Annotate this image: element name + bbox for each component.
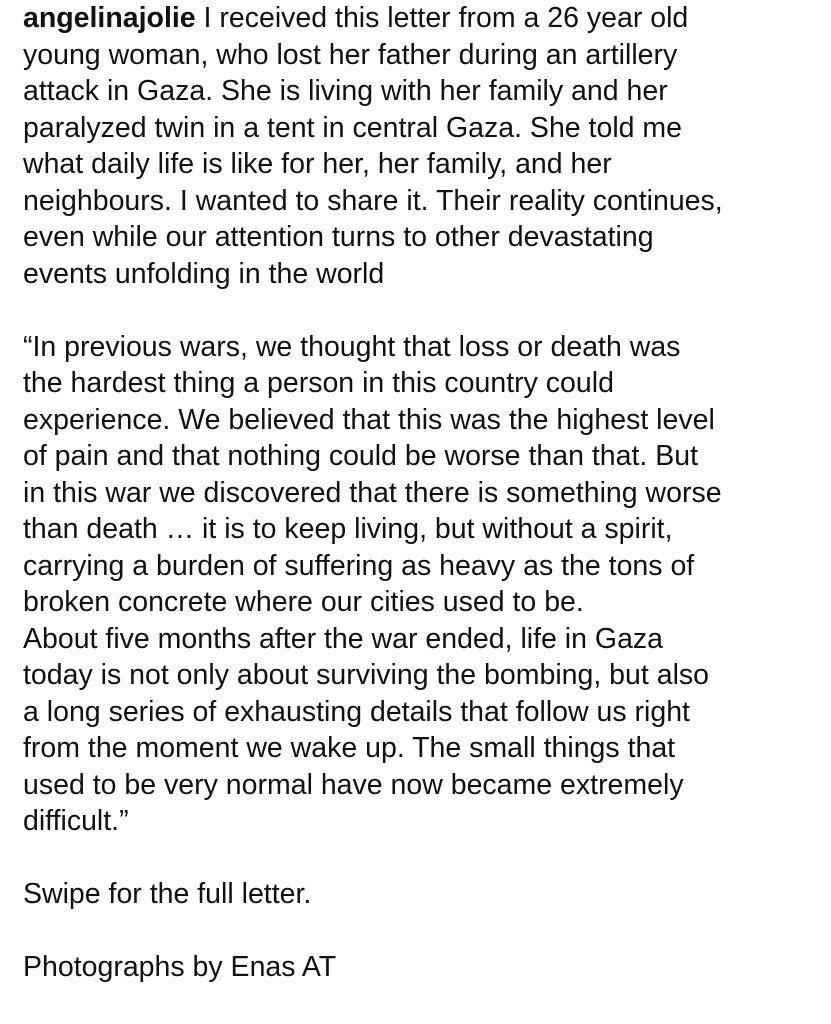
photo-credit: Photographs by Enas AT xyxy=(23,951,337,983)
caption-intro-text: I received this letter from a 26 year old young woman, who lost her father during an artillery attack in Gaza. She is living with her family and her paralyzed twin in a tent in central Gaza. She told me what daily life is like for her, her family, and her neighbours. I wanted to share it. Their reality continues, even while our attention turns to other devastating events unfolding in the world xyxy=(23,2,723,290)
caption-intro-paragraph xyxy=(23,0,823,292)
swipe-note: Swipe for the full letter. xyxy=(23,878,312,910)
post-caption xyxy=(23,0,823,986)
username-link[interactable]: angelinajolie xyxy=(23,2,196,34)
letter-quote-part-2: About five months after the war ended, life in Gaza today is not only about surviving the bombing, but also a long series of exhausting details that follow us right from the moment we wake up. The small things that used to be very normal have now became extremely difficult.” xyxy=(23,622,710,837)
letter-quote-part-1: “In previous wars, we thought that loss or death was the hardest thing a person in this country could experience. We believed that this was the highest level of pain and that nothing could be worse than that. But in this war we discovered that there is something worse than death … it is to keep living, but without a spirit, carrying a burden of suffering as heavy as the tons of broken concrete where our cities used to be. xyxy=(23,330,722,618)
